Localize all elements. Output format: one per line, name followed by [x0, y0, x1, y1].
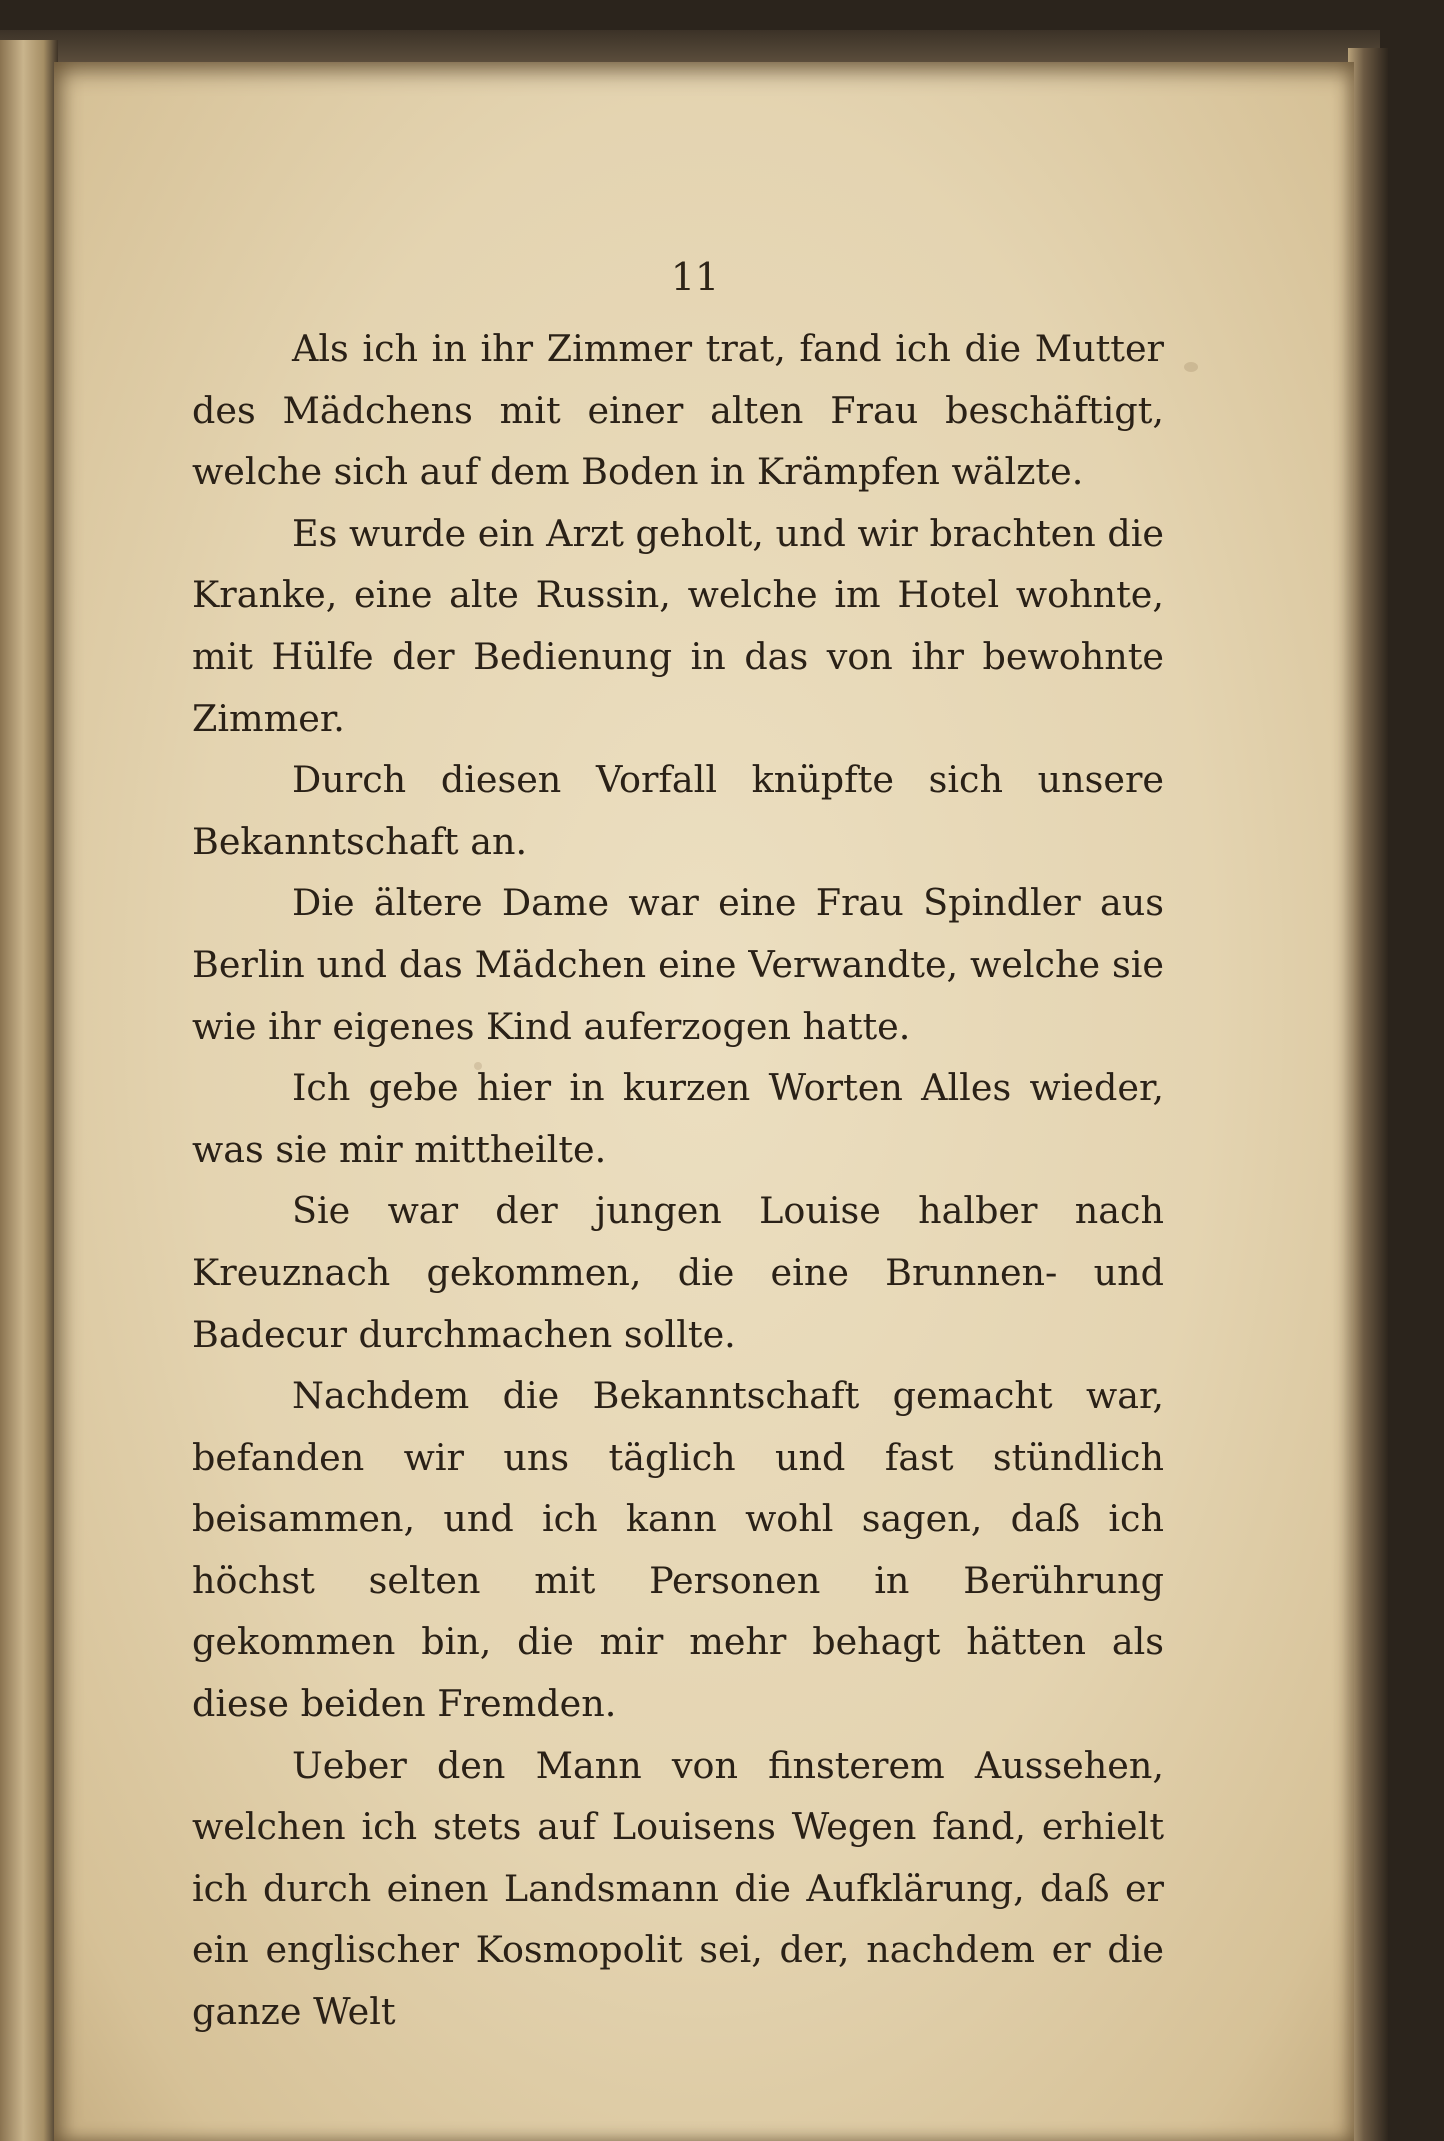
paragraph: Als ich in ihr Zimmer trat, fand ich die Mutter des Mädchens mit einer alten Frau beschäftigt, welche sich auf dem Boden in Krämpfen wälzte.: [192, 327, 1164, 494]
body-text: [192, 318, 1164, 2043]
paragraph: Ich gebe hier in kurzen Worten Alles wieder, was sie mir mittheilte.: [192, 1066, 1164, 1171]
right-page-edge: [1348, 48, 1388, 2141]
paragraph: Nachdem die Bekanntschaft gemacht war, befanden wir uns täglich und fast stündlich beisammen, und ich kann wohl sagen, daß ich höchst selten mit Personen in Berührung gekommen bin, die mir mehr behagt hätten als diese beiden Fremden.: [192, 1374, 1164, 1726]
page-number: 11: [670, 255, 720, 299]
paragraph: Sie war der jungen Louise halber nach Kreuznach gekommen, die eine Brunnen- und Badecur durchmachen sollte.: [192, 1189, 1164, 1356]
paper-stain: [1184, 362, 1198, 372]
paragraph: Es wurde ein Arzt geholt, und wir brachten die Kranke, eine alte Russin, welche im Hotel wohnte, mit Hülfe der Bedienung in das von ihr bewohnte Zimmer.: [192, 511, 1164, 740]
left-page-edge: [0, 40, 58, 2141]
paragraph: Ueber den Mann von finsterem Aussehen, welchen ich stets auf Louisens Wegen fand, erhielt ich durch einen Landsmann die Aufklärung, daß er ein englischer Kosmopolit sei, der, nachdem er die ganze Welt: [192, 1743, 1164, 2034]
paragraph: Durch diesen Vorfall knüpfte sich unsere Bekanntschaft an.: [192, 758, 1164, 863]
paragraph: Die ältere Dame war eine Frau Spindler aus Berlin und das Mädchen eine Verwandte, welche sie wie ihr eigenes Kind auferzogen hatte.: [192, 881, 1164, 1048]
